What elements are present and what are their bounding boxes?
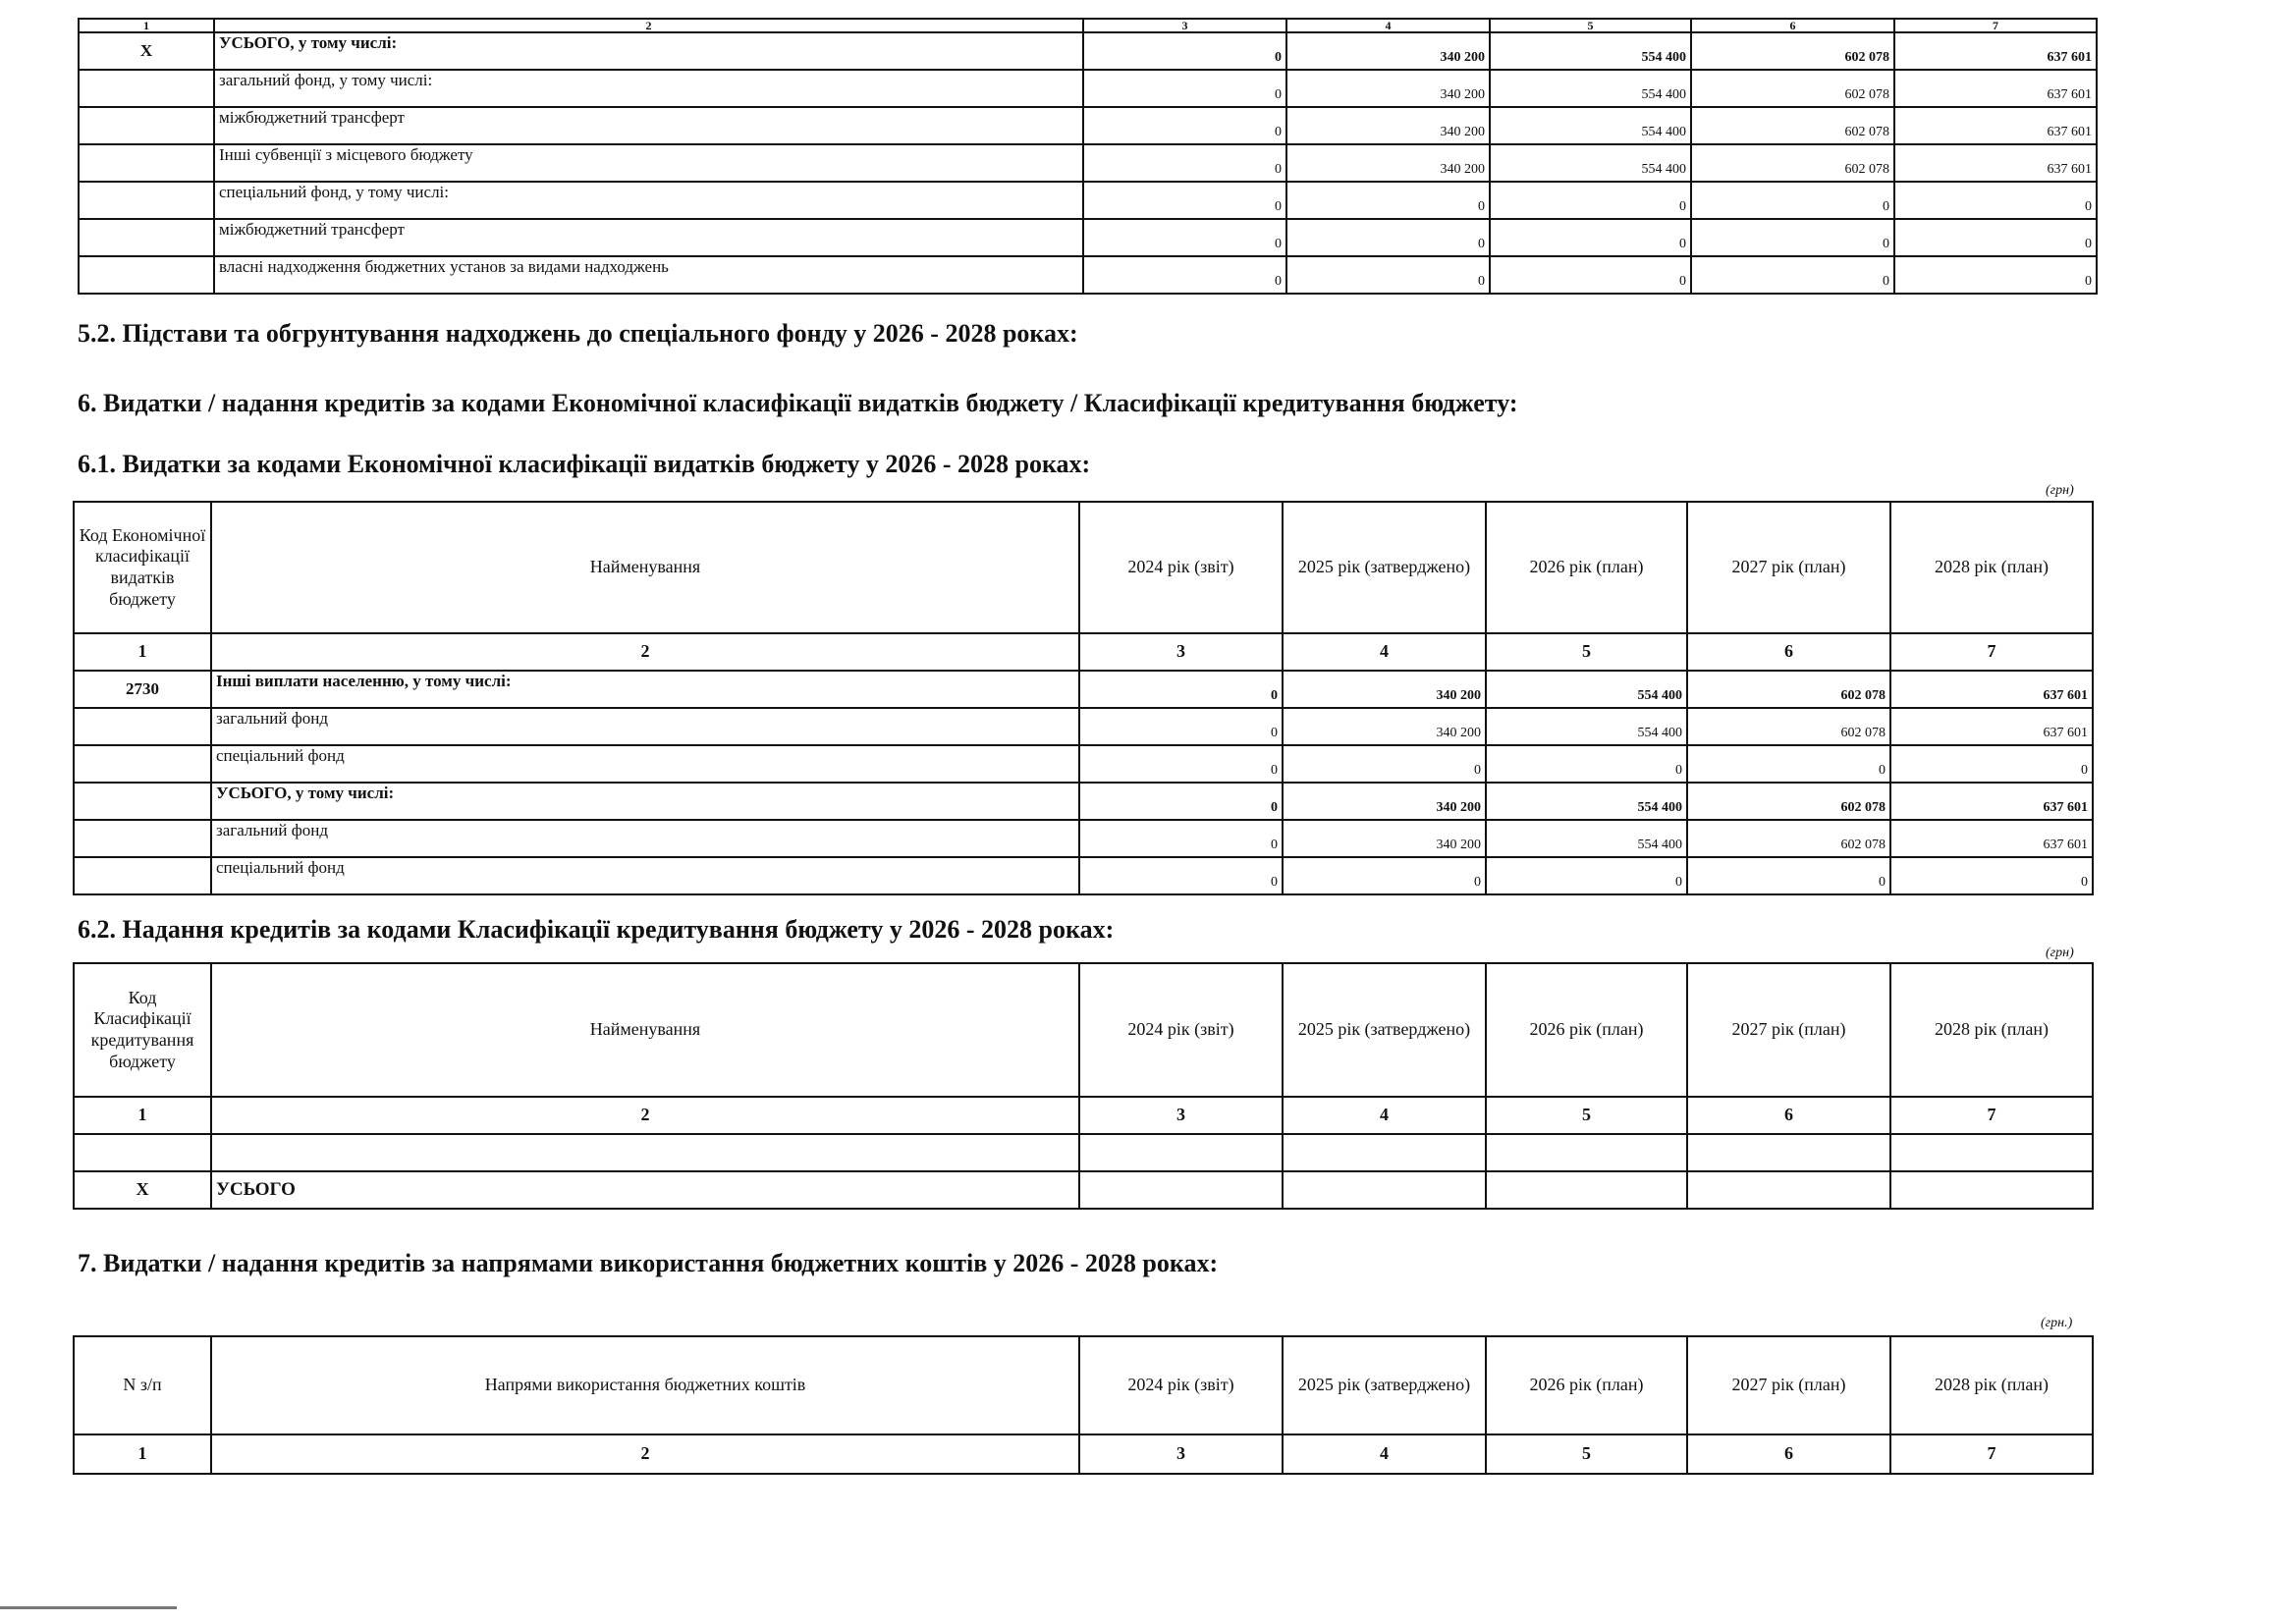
- row-value: 0: [1283, 857, 1486, 894]
- table-header-row: [74, 963, 2093, 1097]
- row-value: 0: [1079, 708, 1283, 745]
- row-value: 0: [1083, 107, 1286, 144]
- row-name: Інші виплати населенню, у тому числі:: [211, 671, 1079, 708]
- col-number: 5: [1486, 1434, 1687, 1474]
- header-2024: 2024 рік (звіт): [1079, 502, 1283, 633]
- row-code: [74, 783, 211, 820]
- row-value: 0: [1083, 182, 1286, 219]
- row-value: 602 078: [1691, 70, 1894, 107]
- col-number: 7: [1894, 19, 2097, 32]
- row-value: 637 601: [1894, 144, 2097, 182]
- col-number: 4: [1286, 19, 1490, 32]
- row-value: 554 400: [1486, 708, 1687, 745]
- expenditure-table-6-1: [73, 501, 2094, 895]
- row-value: 0: [1486, 857, 1687, 894]
- row-value: 0: [1079, 857, 1283, 894]
- row-value: 340 200: [1286, 32, 1490, 70]
- header-code: N з/п: [74, 1336, 211, 1434]
- row-value: 602 078: [1691, 107, 1894, 144]
- row-value: 602 078: [1687, 820, 1890, 857]
- row-value: 0: [1286, 219, 1490, 256]
- row-value: 340 200: [1283, 783, 1486, 820]
- col-number: 2: [211, 1097, 1079, 1134]
- row-value: 0: [1691, 219, 1894, 256]
- col-number: 1: [79, 19, 214, 32]
- row-value: 340 200: [1283, 708, 1486, 745]
- col-number: 6: [1687, 633, 1890, 671]
- column-number-row: [74, 1097, 2093, 1134]
- empty-cell: [1890, 1134, 2093, 1171]
- row-code: [79, 107, 214, 144]
- row-value: 0: [1691, 182, 1894, 219]
- row-value: 0: [1490, 256, 1691, 294]
- row-value: 0: [1083, 32, 1286, 70]
- row-value: 0: [1890, 745, 2093, 783]
- row-value: 0: [1490, 182, 1691, 219]
- row-name: УСЬОГО, у тому числі:: [211, 783, 1079, 820]
- row-value: 340 200: [1286, 70, 1490, 107]
- heading-6: 6. Видатки / надання кредитів за кодами Економічної класифікації видатків бюджету / Класифікації кредитування бюджету:: [78, 389, 1518, 417]
- row-name: міжбюджетний трансферт: [214, 219, 1083, 256]
- header-2027: 2027 рік (план): [1687, 502, 1890, 633]
- col-number: 2: [211, 1434, 1079, 1474]
- table-header-row: [74, 1336, 2093, 1434]
- header-2025: 2025 рік (затверджено): [1283, 502, 1486, 633]
- row-value: 0: [1691, 256, 1894, 294]
- col-number: 6: [1687, 1097, 1890, 1134]
- col-number: 7: [1890, 1097, 2093, 1134]
- row-code: [79, 70, 214, 107]
- row-value: 602 078: [1687, 671, 1890, 708]
- row-value: 0: [1079, 745, 1283, 783]
- row-code: [74, 708, 211, 745]
- header-2027: 2027 рік (план): [1687, 963, 1890, 1097]
- column-number-row: [74, 1434, 2093, 1474]
- row-code: [79, 219, 214, 256]
- empty-cell: [1283, 1171, 1486, 1209]
- row-code: [79, 256, 214, 294]
- col-number: 1: [74, 633, 211, 671]
- header-2024: 2024 рік (звіт): [1079, 1336, 1283, 1434]
- col-number: 2: [211, 633, 1079, 671]
- empty-cell: [1079, 1134, 1283, 1171]
- header-2028: 2028 рік (план): [1890, 963, 2093, 1097]
- row-value: 0: [1083, 70, 1286, 107]
- table-row: [74, 745, 2093, 783]
- credit-table-6-2: [73, 962, 2094, 1210]
- table-row: [79, 32, 2097, 70]
- total-code: X: [74, 1171, 211, 1209]
- total-name: УСЬОГО: [211, 1171, 1079, 1209]
- unit-label-6-1: (грн): [2046, 483, 2074, 498]
- row-name: загальний фонд: [211, 820, 1079, 857]
- row-value: 0: [1687, 857, 1890, 894]
- row-value: 554 400: [1490, 32, 1691, 70]
- row-value: 554 400: [1490, 70, 1691, 107]
- header-2026: 2026 рік (план): [1486, 963, 1687, 1097]
- row-value: 0: [1286, 256, 1490, 294]
- row-value: 602 078: [1687, 708, 1890, 745]
- row-value: 0: [1894, 219, 2097, 256]
- total-row: [74, 1171, 2093, 1209]
- header-name: Напрями використання бюджетних коштів: [211, 1336, 1079, 1434]
- table-row: [74, 708, 2093, 745]
- col-number: 7: [1890, 633, 2093, 671]
- revenue-table-5-1: [78, 18, 2098, 295]
- row-value: 602 078: [1691, 144, 1894, 182]
- unit-label-6-2: (грн): [2046, 946, 2074, 960]
- row-value: 0: [1079, 820, 1283, 857]
- col-number: 3: [1079, 1434, 1283, 1474]
- col-number: 3: [1079, 633, 1283, 671]
- row-value: 554 400: [1486, 783, 1687, 820]
- table-row: [79, 182, 2097, 219]
- table-row: [74, 857, 2093, 894]
- row-value: 0: [1283, 745, 1486, 783]
- col-number: 4: [1283, 633, 1486, 671]
- row-value: 0: [1894, 256, 2097, 294]
- row-value: 637 601: [1890, 708, 2093, 745]
- row-code: [74, 745, 211, 783]
- row-code: [79, 182, 214, 219]
- col-number: 4: [1283, 1434, 1486, 1474]
- row-value: 340 200: [1286, 107, 1490, 144]
- heading-5-2: 5.2. Підстави та обгрунтування надходжень до спеціального фонду у 2026 - 2028 роках:: [78, 319, 1078, 348]
- row-value: 0: [1890, 857, 2093, 894]
- column-number-row: [74, 633, 2093, 671]
- row-value: 554 400: [1486, 820, 1687, 857]
- row-value: 637 601: [1894, 107, 2097, 144]
- header-2028: 2028 рік (план): [1890, 1336, 2093, 1434]
- table-header-row: [74, 502, 2093, 633]
- empty-cell: [1486, 1171, 1687, 1209]
- row-value: 0: [1079, 671, 1283, 708]
- table-row: [79, 256, 2097, 294]
- heading-7: 7. Видатки / надання кредитів за напрямами використання бюджетних коштів у 2026 - 2028 роках:: [78, 1249, 1219, 1277]
- empty-cell: [211, 1134, 1079, 1171]
- row-value: 0: [1490, 219, 1691, 256]
- row-value: 554 400: [1490, 144, 1691, 182]
- row-name: Інші субвенції з місцевого бюджету: [214, 144, 1083, 182]
- header-code: Код Економічної класифікації видатків бюджету: [74, 502, 211, 633]
- col-number: 5: [1486, 633, 1687, 671]
- col-number: 1: [74, 1097, 211, 1134]
- header-2026: 2026 рік (план): [1486, 1336, 1687, 1434]
- row-value: 602 078: [1691, 32, 1894, 70]
- table-row: [74, 671, 2093, 708]
- col-number: 2: [214, 19, 1083, 32]
- col-number: 5: [1490, 19, 1691, 32]
- header-name: Найменування: [211, 963, 1079, 1097]
- row-value: 0: [1079, 783, 1283, 820]
- row-value: 637 601: [1890, 671, 2093, 708]
- row-value: 637 601: [1890, 783, 2093, 820]
- row-name: спеціальний фонд: [211, 857, 1079, 894]
- row-value: 340 200: [1283, 671, 1486, 708]
- col-number: 5: [1486, 1097, 1687, 1134]
- row-value: 554 400: [1486, 671, 1687, 708]
- row-value: 340 200: [1286, 144, 1490, 182]
- row-value: 637 601: [1890, 820, 2093, 857]
- row-name: УСЬОГО, у тому числі:: [214, 32, 1083, 70]
- row-value: 0: [1083, 219, 1286, 256]
- unit-label-7: (грн.): [2041, 1316, 2073, 1330]
- row-name: спеціальний фонд, у тому числі:: [214, 182, 1083, 219]
- row-value: 0: [1687, 745, 1890, 783]
- row-value: 340 200: [1283, 820, 1486, 857]
- table-row: [79, 70, 2097, 107]
- directions-table-7: [73, 1335, 2094, 1475]
- row-name: загальний фонд, у тому числі:: [214, 70, 1083, 107]
- table-row: [74, 820, 2093, 857]
- row-name: спеціальний фонд: [211, 745, 1079, 783]
- row-code: [74, 820, 211, 857]
- header-2024: 2024 рік (звіт): [1079, 963, 1283, 1097]
- col-number: 6: [1687, 1434, 1890, 1474]
- heading-6-2: 6.2. Надання кредитів за кодами Класифікації кредитування бюджету у 2026 - 2028 роках:: [78, 915, 1115, 944]
- row-code: 2730: [74, 671, 211, 708]
- row-value: 637 601: [1894, 32, 2097, 70]
- header-code: Код Класифікації кредитування бюджету: [74, 963, 211, 1097]
- header-2025: 2025 рік (затверджено): [1283, 963, 1486, 1097]
- empty-cell: [1687, 1134, 1890, 1171]
- empty-row: [74, 1134, 2093, 1171]
- row-value: 0: [1083, 144, 1286, 182]
- scan-artifact-line: [0, 1606, 177, 1609]
- header-2026: 2026 рік (план): [1486, 502, 1687, 633]
- header-2027: 2027 рік (план): [1687, 1336, 1890, 1434]
- empty-cell: [74, 1134, 211, 1171]
- col-number: 4: [1283, 1097, 1486, 1134]
- header-name: Найменування: [211, 502, 1079, 633]
- row-value: 0: [1894, 182, 2097, 219]
- table-row: [74, 783, 2093, 820]
- table-row: [79, 144, 2097, 182]
- col-number: 1: [74, 1434, 211, 1474]
- header-2025: 2025 рік (затверджено): [1283, 1336, 1486, 1434]
- col-number: 3: [1083, 19, 1286, 32]
- row-code: [74, 857, 211, 894]
- empty-cell: [1079, 1171, 1283, 1209]
- col-number: 6: [1691, 19, 1894, 32]
- column-number-row: [79, 19, 2097, 32]
- col-number: 3: [1079, 1097, 1283, 1134]
- row-value: 637 601: [1894, 70, 2097, 107]
- row-value: 0: [1083, 256, 1286, 294]
- empty-cell: [1486, 1134, 1687, 1171]
- header-2028: 2028 рік (план): [1890, 502, 2093, 633]
- heading-6-1: 6.1. Видатки за кодами Економічної класифікації видатків бюджету у 2026 - 2028 роках:: [78, 450, 1091, 478]
- row-value: 554 400: [1490, 107, 1691, 144]
- row-value: 0: [1486, 745, 1687, 783]
- row-code: X: [79, 32, 214, 70]
- col-number: 7: [1890, 1434, 2093, 1474]
- row-name: загальний фонд: [211, 708, 1079, 745]
- empty-cell: [1687, 1171, 1890, 1209]
- row-name: власні надходження бюджетних установ за видами надходжень: [214, 256, 1083, 294]
- empty-cell: [1283, 1134, 1486, 1171]
- row-value: 0: [1286, 182, 1490, 219]
- empty-cell: [1890, 1171, 2093, 1209]
- row-name: міжбюджетний трансферт: [214, 107, 1083, 144]
- row-value: 602 078: [1687, 783, 1890, 820]
- table-row: [79, 107, 2097, 144]
- row-code: [79, 144, 214, 182]
- table-row: [79, 219, 2097, 256]
